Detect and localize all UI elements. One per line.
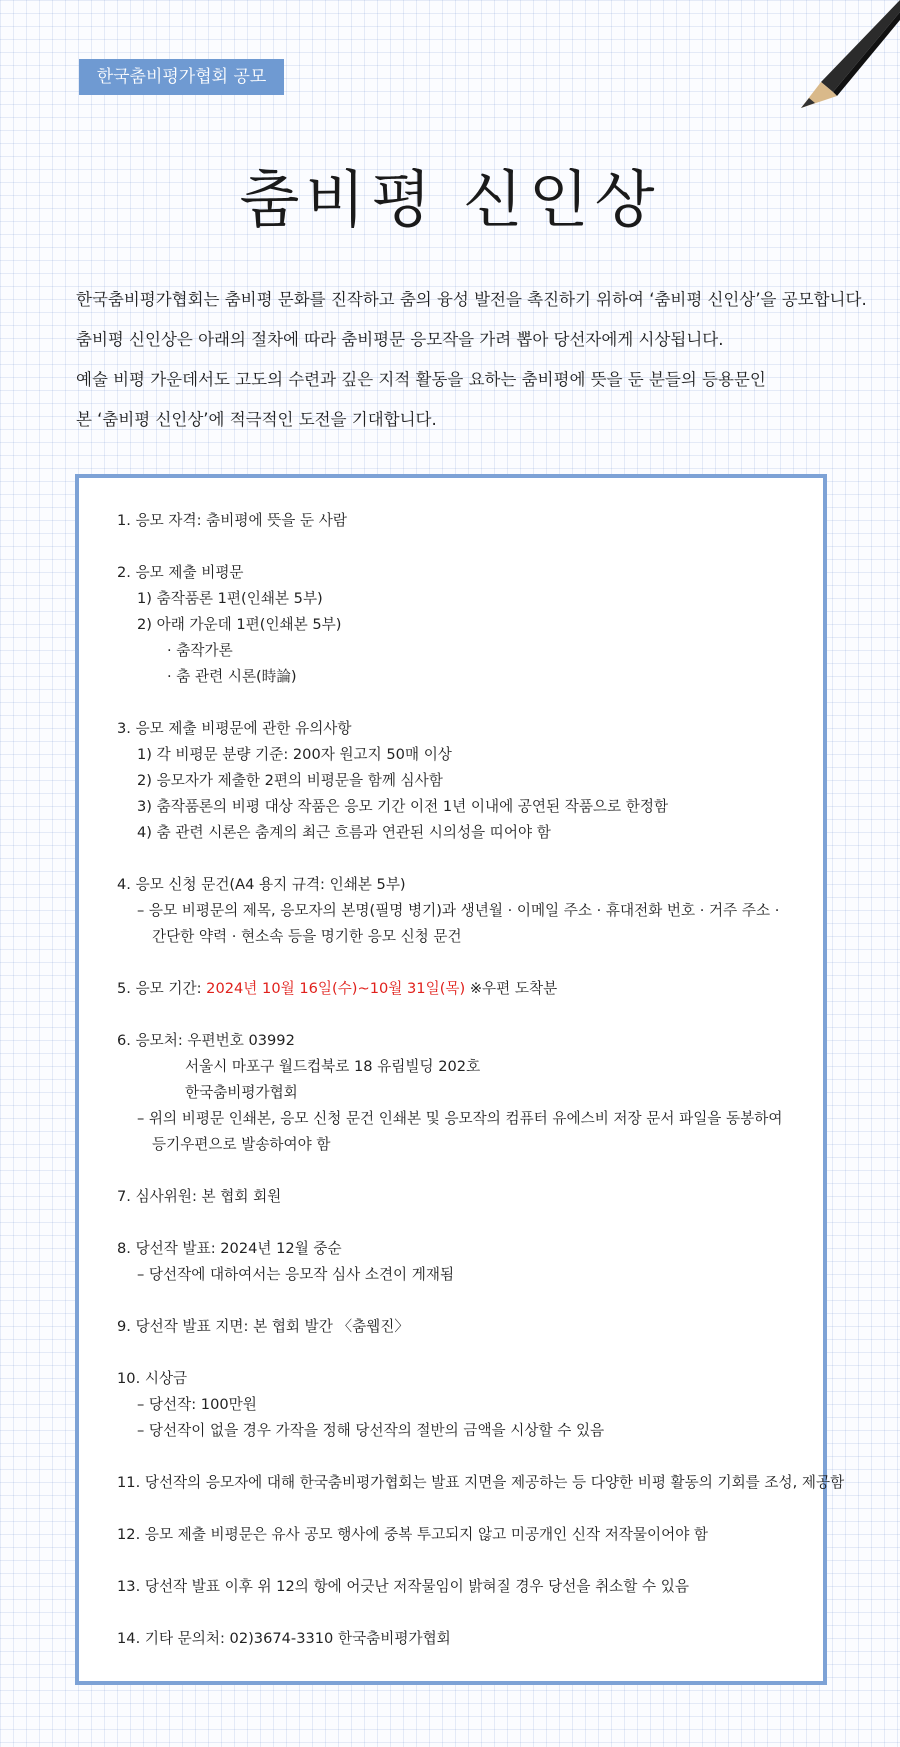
item-contact: 14. 기타 문의처: 02)3674-3310 한국춤비평가협회 [117,1630,451,1647]
details-list [117,508,845,1652]
address-note-1: – 위의 비평문 인쇄본, 응모 신청 문건 인쇄본 및 응모작의 컴퓨터 유에스비 저장 문서 파일을 동봉하여 [137,1110,783,1127]
item-announcement: 8. 당선작 발표: 2024년 12월 중순 [117,1240,342,1257]
item-prize: 10. 시상금 [117,1370,188,1387]
intro-paragraph: 본 ‘춤비평 신인상’에 적극적인 도전을 기대합니다. [76,410,437,429]
pencil-icon [793,0,900,110]
item-address: 6. 응모처: 우편번호 03992 [117,1032,295,1049]
prize-detail-2: – 당선작이 없을 경우 가작을 정해 당선작의 절반의 금액을 시상할 수 있음 [137,1422,605,1439]
item-publication: 9. 당선작 발표 지면: 본 협회 발간 〈춤웹진〉 [117,1318,409,1335]
address-line-1: 서울시 마포구 월드컵북로 18 유림빌딩 202호 [185,1058,481,1075]
prize-detail-1: – 당선작: 100만원 [137,1396,257,1413]
application-detail-1: – 응모 비평문의 제목, 응모자의 본명(필명 병기)과 생년월 · 이메일 주소 · 휴대전화 번호 · 거주 주소 · [137,902,780,919]
submission-sub-1: 1) 춤작품론 1편(인쇄본 5부) [137,590,323,607]
item-application: 4. 응모 신청 문건(A4 용지 규격: 인쇄본 5부) [117,876,406,893]
submission-option-a: · 춤작가론 [167,642,233,659]
notes-sub-4: 4) 춤 관련 시론은 춤계의 최근 흐름과 연관된 시의성을 띠어야 함 [137,824,551,841]
notes-sub-1: 1) 각 비평문 분량 기준: 200자 원고지 50매 이상 [137,746,452,763]
address-line-2: 한국춤비평가협회 [185,1084,298,1101]
announcement-note: – 당선작에 대하여서는 응모작 심사 소견이 게재됨 [137,1266,455,1283]
intro-paragraph: 춤비평 신인상은 아래의 절차에 따라 춤비평문 응모작을 가려 뽑아 당선자에게 시상됩니다. [76,330,724,349]
address-note-2: 등기우편으로 발송하여야 함 [152,1136,331,1153]
item-originality: 12. 응모 제출 비평문은 유사 공모 행사에 중복 투고되지 않고 미공개인 신작 저작물이어야 함 [117,1526,709,1543]
item-period [117,976,793,1002]
page-title: 춤비평 신인상 [239,163,661,236]
period-dates: 2024년 10월 16일(수)~10월 31일(목) [206,980,466,997]
intro-paragraph: 한국춤비평가협회는 춤비평 문화를 진작하고 춤의 융성 발전을 촉진하기 위하여 ‘춤비평 신인상’을 공모합니다. [76,290,867,309]
item-eligibility: 1. 응모 자격: 춤비평에 뜻을 둔 사람 [117,512,347,529]
notes-sub-3: 3) 춤작품론의 비평 대상 작품은 응모 기간 이전 1년 이내에 공연된 작품으로 한정함 [137,798,669,815]
intro-paragraph: 예술 비평 가운데서도 고도의 수련과 깊은 지적 활동을 요하는 춤비평에 뜻을 둔 분들의 등용문인 [76,370,766,389]
organizer-badge: 한국춤비평가협회 공모 [79,59,284,95]
item-cancellation: 13. 당선작 발표 이후 위 12의 항에 어긋난 저작물임이 밝혀질 경우 당선을 취소할 수 있음 [117,1578,689,1595]
item-notes: 3. 응모 제출 비평문에 관한 유의사항 [117,720,352,737]
submission-sub-2: 2) 아래 가운데 1편(인쇄본 5부) [137,616,342,633]
item-submission: 2. 응모 제출 비평문 [117,564,244,581]
item-judges: 7. 심사위원: 본 협회 회원 [117,1188,282,1205]
period-note: ※우편 도착분 [465,980,558,997]
period-label: 5. 응모 기간: [117,980,207,997]
application-detail-2: 간단한 약력 · 현소속 등을 명기한 응모 신청 문건 [152,928,462,945]
submission-option-b: · 춤 관련 시론(時論) [167,668,297,685]
intro-text [76,280,896,440]
contest-details-box [75,474,845,1685]
notes-sub-2: 2) 응모자가 제출한 2편의 비평문을 함께 심사함 [137,772,443,789]
item-support: 11. 당선작의 응모자에 대해 한국춤비평가협회는 발표 지면을 제공하는 등 다양한 비평 활동의 기회를 조성, 제공함 [117,1474,845,1491]
